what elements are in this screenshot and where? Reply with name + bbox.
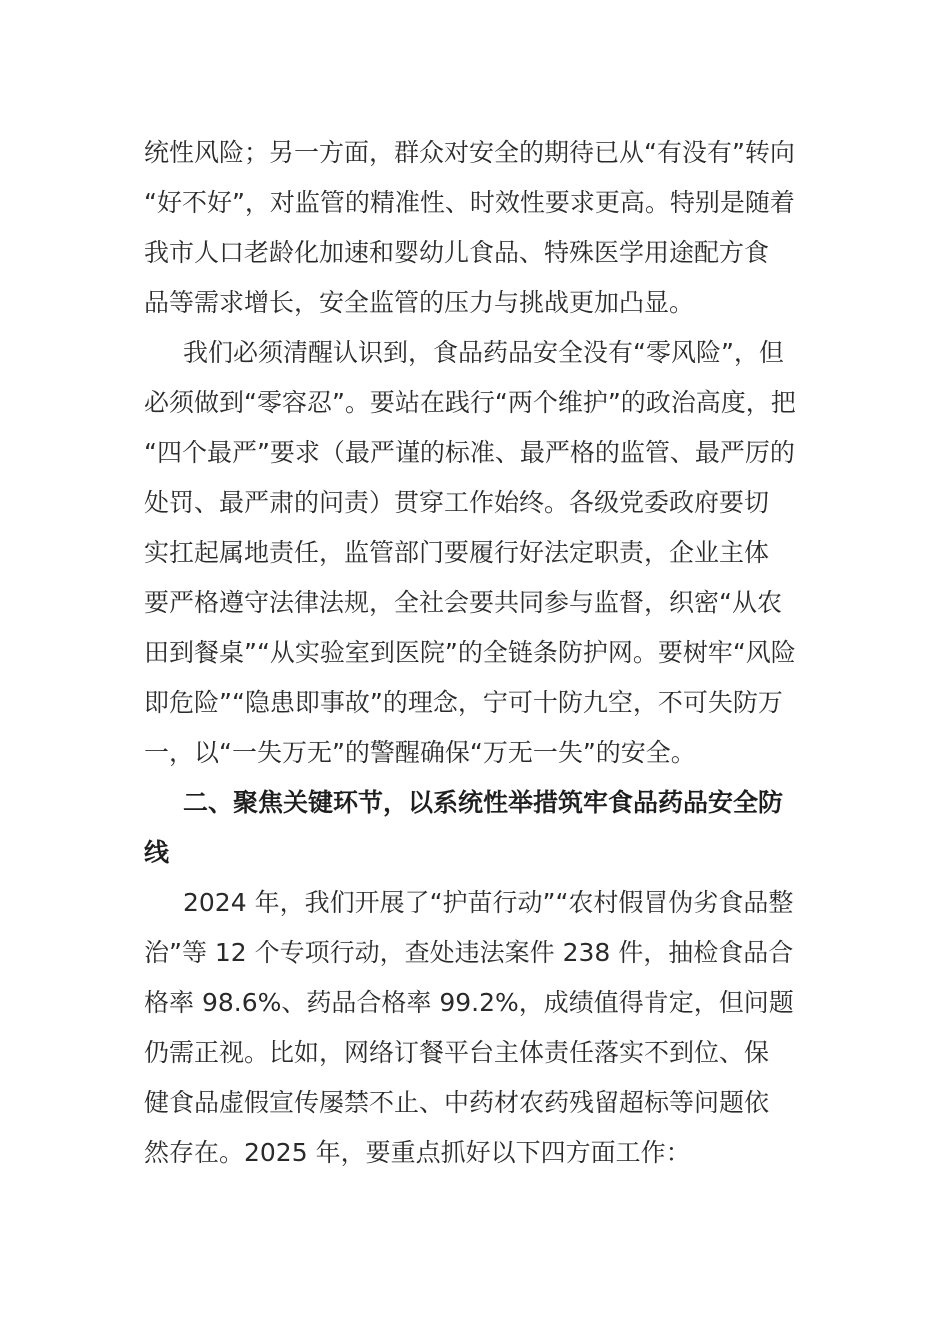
paragraph-line: 格率 98.6%、药品合格率 99.2%，成绩值得肯定，但问题 bbox=[144, 988, 794, 1017]
paragraph-line: 要严格遵守法律法规，全社会要共同参与监督，织密“从农 bbox=[144, 588, 782, 617]
paragraph-line: 实扛起属地责任，监管部门要履行好法定职责，企业主体 bbox=[144, 538, 770, 567]
paragraph-line: 我市人口老龄化加速和婴幼儿食品、特殊医学用途配方食 bbox=[144, 238, 770, 267]
section-heading: 二、聚焦关键环节，以系统性举措筑牢食品药品安全防 bbox=[183, 788, 784, 817]
paragraph-line: 治”等 12 个专项行动，查处违法案件 238 件，抽检食品合 bbox=[144, 938, 794, 967]
paragraph-line: 必须做到“零容忍”。要站在践行“两个维护”的政治高度，把 bbox=[144, 388, 796, 417]
paragraph-line: 2024 年，我们开展了“护苗行动”“农村假冒伪劣食品整 bbox=[183, 888, 794, 917]
section-heading: 线 bbox=[144, 838, 170, 867]
paragraph-line: “好不好”，对监管的精准性、时效性要求更高。特别是随着 bbox=[144, 188, 795, 217]
paragraph-line: 处罚、最严肃的问责）贯穿工作始终。各级党委政府要切 bbox=[144, 488, 770, 517]
paragraph-line: 仍需正视。比如，网络订餐平台主体责任落实不到位、保 bbox=[144, 1038, 770, 1067]
paragraph-line: 健食品虚假宣传屡禁不止、中药材农药残留超标等问题依 bbox=[144, 1088, 770, 1117]
paragraph-line: 田到餐桌”“从实验室到医院”的全链条防护网。要树牢“风险 bbox=[144, 638, 796, 667]
paragraph-line: 品等需求增长，安全监管的压力与挑战更加凸显。 bbox=[144, 288, 695, 317]
paragraph-line: “四个最严”要求（最严谨的标准、最严格的监管、最严厉的 bbox=[144, 438, 795, 467]
paragraph-line: 一，以“一失万无”的警醒确保“万无一失”的安全。 bbox=[144, 738, 696, 767]
paragraph-line: 即危险”“隐患即事故”的理念，宁可十防九空，不可失防万 bbox=[144, 688, 783, 717]
paragraph-line: 我们必须清醒认识到，食品药品安全没有“零风险”，但 bbox=[183, 338, 784, 367]
paragraph-line: 然存在。2025 年，要重点抓好以下四方面工作： bbox=[144, 1138, 691, 1167]
paragraph-line: 统性风险；另一方面，群众对安全的期待已从“有没有”转向 bbox=[144, 138, 795, 167]
